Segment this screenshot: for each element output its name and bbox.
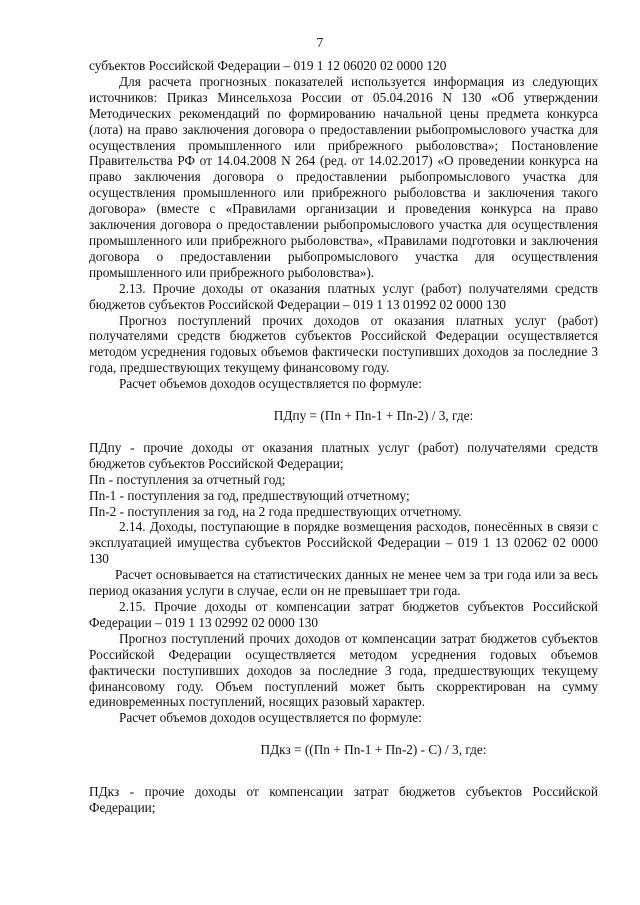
section-2-15-heading: 2.15. Прочие доходы от компенсации затрат бюджетов субъектов Российской Федерации – 019 1 13 02992 02 0000 130 <box>89 599 598 630</box>
paragraph-sources: Для расчета прогнозных показателей используется информация из следующих источников: Приказ Минсельхоза России от 05.04.2016 N 130 «Об утверждении Методических рекомендаций по формированию начальной цены предмета конкурса (лота) на право заключения договора о предоставлении рыбопромыслового участка для осуществления промышленного или прибрежного рыболовства»; Постановление Правительства РФ от 14.04.2008 N 264 (ред. от 14.02.2017) «О проведении конкурса на право заключения договора о предоставлении рыбопромыслового участка для осуществления промышленного или прибрежного рыболовства и заключения такого договора» (вместе с «Правилами организации и проведения конкурса на право заключения договора о предоставлении рыбопромыслового участка для осуществления промышленного или прибрежного рыболовства», «Правилами подготовки и заключения договора о предоставлении рыбопромыслового участка для осуществления промышленного или прибрежного рыболовства»). <box>89 73 598 280</box>
paragraph-forecast-paid-services: Прогноз поступлений прочих доходов от оказания платных услуг (работ) получателями средств бюджетов субъектов Российской Федерации осуществляется методом усреднения годовых объемов фактически поступивших доходов за последние 3 года, предшествующих текущему финансовому году. <box>89 312 598 376</box>
section-2-13-heading: 2.13. Прочие доходы от оказания платных услуг (работ) получателями средств бюджетов субъектов Российской Федерации – 019 1 13 01992 02 0000 130 <box>89 280 598 312</box>
paragraph-formula-intro: Расчет объемов доходов осуществляется по формуле: <box>119 376 422 392</box>
document-body <box>89 58 598 816</box>
definition-pn: Пn - поступления за отчетный год; <box>89 471 286 487</box>
paragraph-formula-intro-2: Расчет объемов доходов осуществляется по формуле: <box>119 710 422 726</box>
section-2-14-heading: 2.14. Доходы, поступающие в порядке возмещения расходов, понесённых в связи с эксплуатацией имущества субъектов Российской Федерации – 019 1 13 02062 02 0000 130 <box>89 519 598 567</box>
paragraph-forecast-compensation: Прогноз поступлений прочих доходов от компенсации затрат бюджетов субъектов Российской Федерации осуществляется методом усреднения годовых объемов фактически поступивших доходов за последние 3 года, предшествующих текущему финансовому году. Объем поступлений может быть скорректирован на сумму единовременных поступлений, носящих разовый характер. <box>89 630 598 710</box>
definition-pn-2: Пn-2 - поступления за год, на 2 года предшествующих отчетному. <box>89 503 462 519</box>
definition-pdpu: ПДпу - прочие доходы от оказания платных услуг (работ) получателями средств бюджетов субъектов Российской Федерации; <box>89 439 598 471</box>
formula-pdkz: ПДкз = ((Пn + Пn-1 + Пn-2) - С) / 3, где: <box>260 742 487 758</box>
formula-pdpu: ПДпу = (Пn + Пn-1 + Пn-2) / 3, где: <box>273 408 474 424</box>
page-number: 7 <box>316 35 324 50</box>
paragraph-budget-code-line: субъектов Российской Федерации – 019 1 12 06020 02 0000 120 <box>89 58 447 73</box>
definition-pdkz: ПДкз - прочие доходы от компенсации затрат бюджетов субъектов Российской Федерации; <box>89 784 598 816</box>
paragraph-statistics-basis: Расчет основывается на статистических данных не менее чем за три года или за весь период оказания услуги в случае, если он не превышает три года. <box>89 567 598 599</box>
definition-pn-1: Пn-1 - поступления за год, предшествующий отчетному; <box>89 487 410 503</box>
